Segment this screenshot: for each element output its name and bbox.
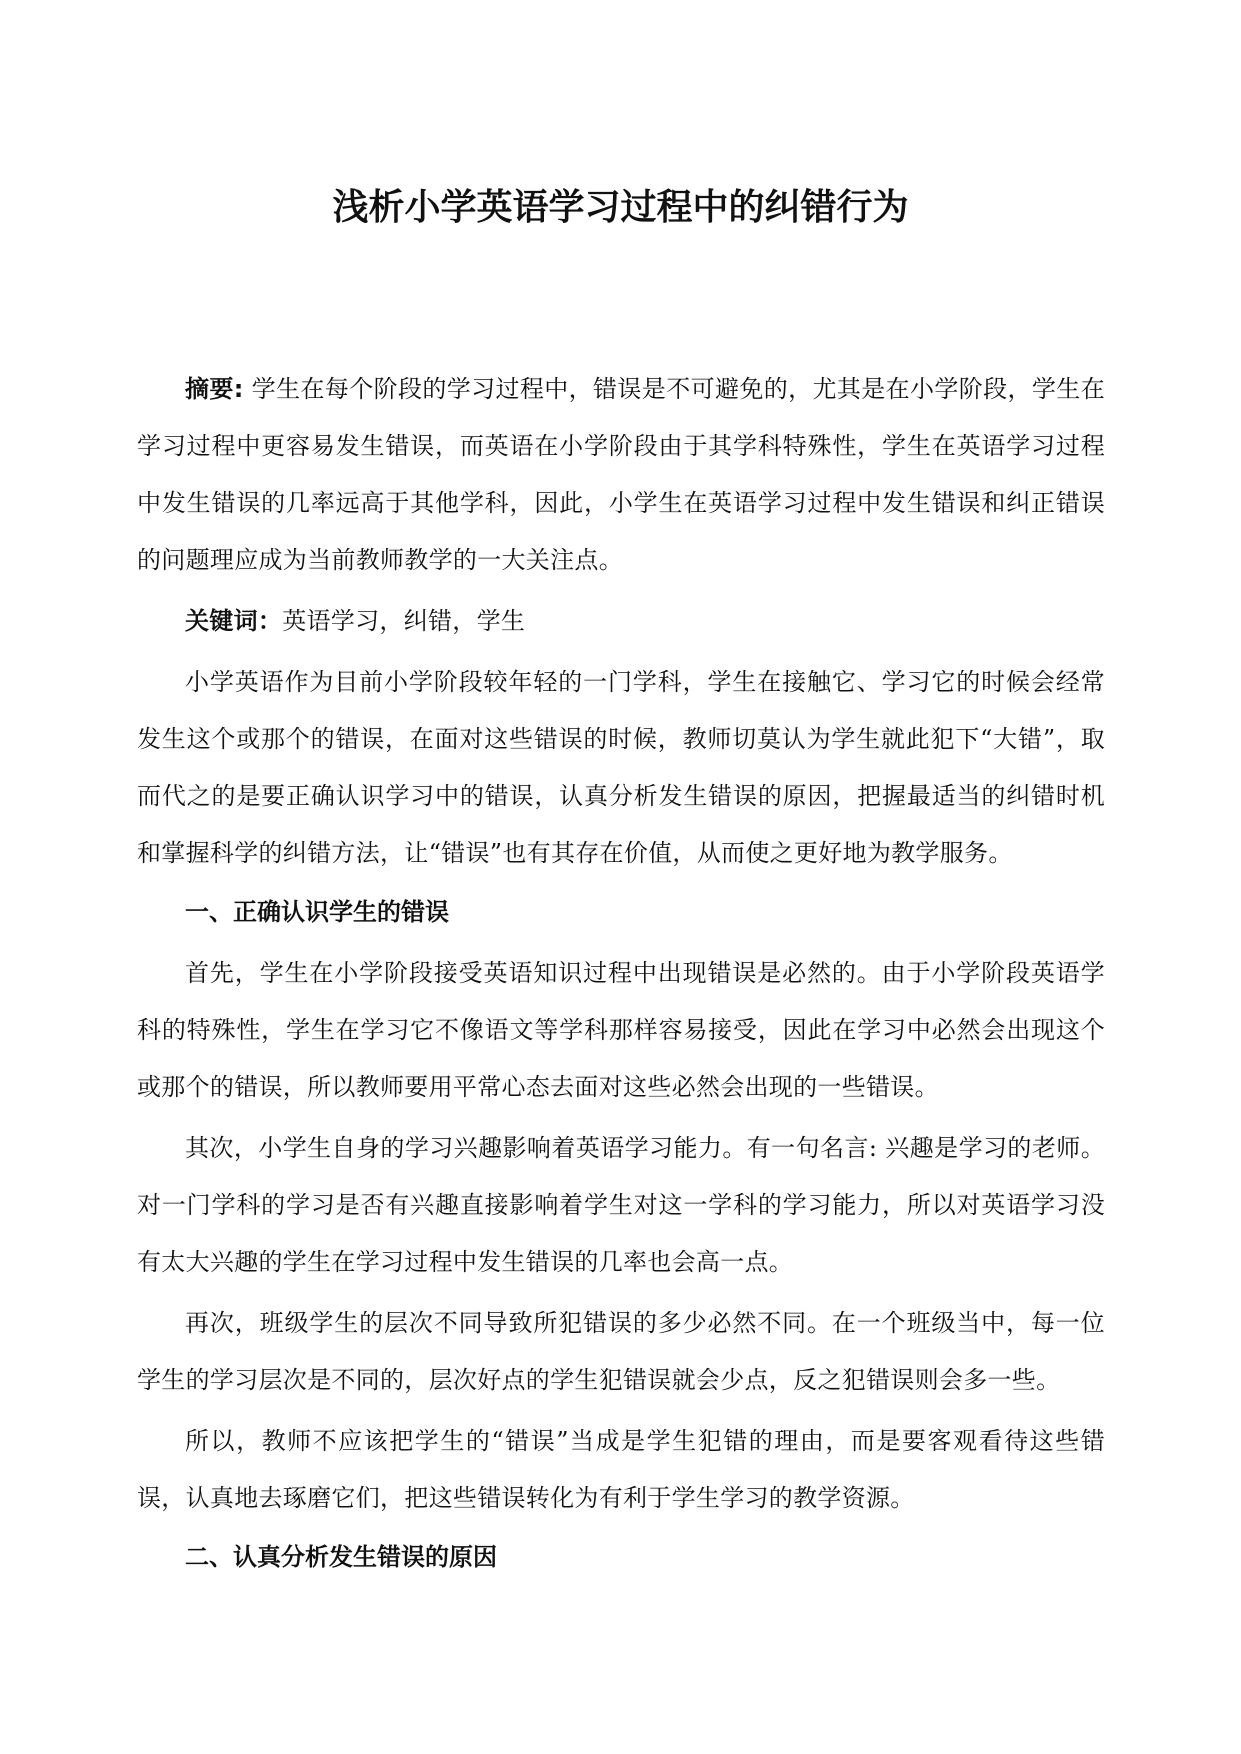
keywords-paragraph [137,593,1105,650]
section1-paragraph-1: 首先，学生在小学阶段接受英语知识过程中出现错误是必然的。由于小学阶段英语学科的特殊性，学生在学习它不像语文等学科那样容易接受，因此在学习中必然会出现这个或那个的错误，所以教师要用平常心态去面对这些必然会出现的一些错误。 [137,959,1105,1101]
section1-paragraph-4: 所以，教师不应该把学生的“错误”当成是学生犯错的理由，而是要客观看待这些错误，认真地去琢磨它们，把这些错误转化为有利于学生学习的教学资源。 [137,1427,1105,1512]
section1-paragraph-3: 再次，班级学生的层次不同导致所犯错误的多少必然不同。在一个班级当中，每一位学生的学习层次是不同的，层次好点的学生犯错误就会少点，反之犯错误则会多一些。 [137,1309,1105,1394]
document-body [137,361,1105,1586]
abstract-paragraph [137,361,1105,589]
keywords-text: 英语学习，纠错，学生 [282,607,526,635]
section-heading-2: 二、认真分析发生错误的原因 [185,1543,497,1571]
section1-paragraph-2: 其次，小学生自身的学习兴趣影响着英语学习能力。有一句名言: 兴趣是学习的老师。对一门学科的学习是否有兴趣直接影响着学生对这一学科的学习能力，所以对英语学习没有太大兴趣的学生在学习过程中发生错误的几率也会高一点。 [137,1134,1105,1276]
abstract-label: 摘要: [185,375,244,403]
section-heading-1: 一、正确认识学生的错误 [185,898,449,926]
keywords-label: 关键词： [185,607,283,635]
intro-paragraph: 小学英语作为目前小学阶段较年轻的一门学科，学生在接触它、学习它的时候会经常发生这个或那个的错误，在面对这些错误的时候，教师切莫认为学生就此犯下“大错”，取而代之的是要正确认识学习中的错误，认真分析发生错误的原因，把握最适当的纠错时机和掌握科学的纠错方法，让“错误”也有其存在价值，从而使之更好地为教学服务。 [137,668,1105,867]
abstract-text: 学生在每个阶段的学习过程中，错误是不可避免的，尤其是在小学阶段，学生在学习过程中更容易发生错误，而英语在小学阶段由于其学科特殊性，学生在英语学习过程中发生错误的几率远高于其他学科，因此，小学生在英语学习过程中发生错误和纠正错误的问题理应成为当前教师教学的一大关注点。 [137,375,1105,574]
document-title: 浅析小学英语学习过程中的纠错行为 [332,187,909,228]
